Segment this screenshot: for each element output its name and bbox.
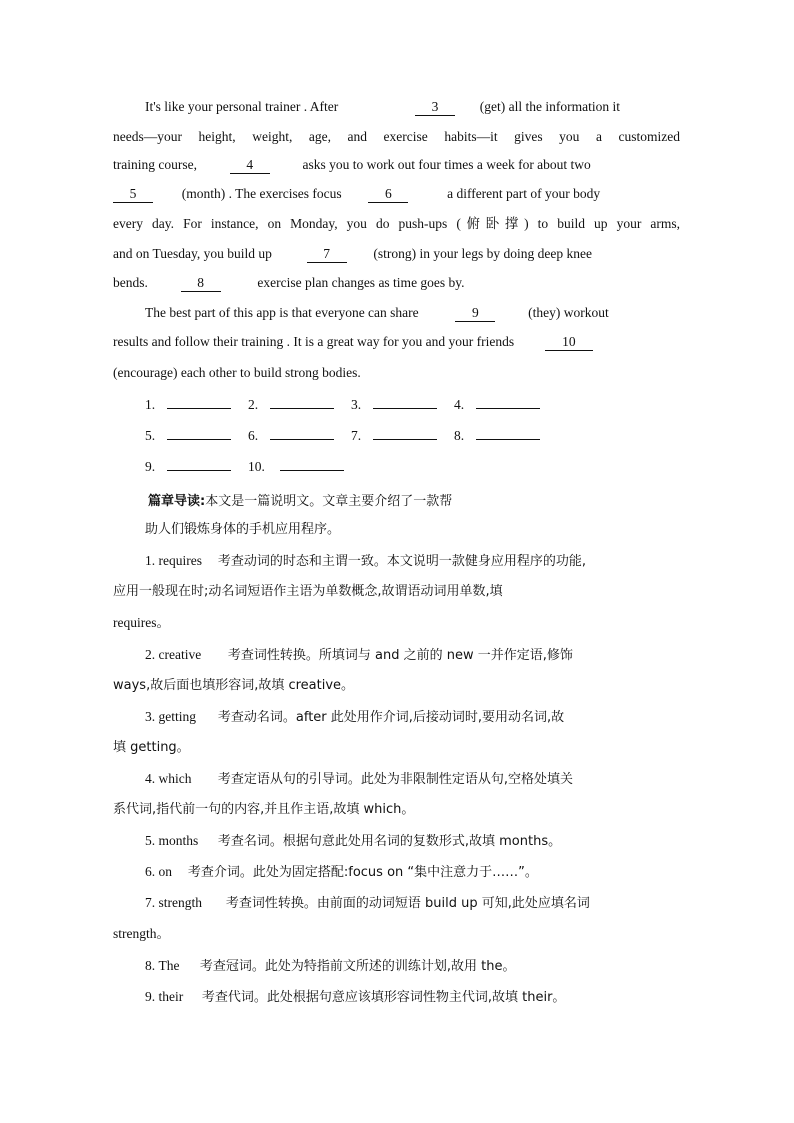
text: (get) all the information it (479, 99, 620, 114)
text: The best part of this app is that everyone can share (145, 305, 419, 320)
answer-2-cont: ways,故后面也填形容词,故填 creative。 (113, 678, 355, 693)
answer-row (145, 426, 712, 446)
answer-num: 3. (145, 709, 156, 724)
question-2[interactable] (248, 395, 351, 415)
passage-line (113, 332, 680, 352)
passage-line: every day. For instance, on Monday, you do push-ups (俯卧撑) to build up your arms, (113, 216, 680, 231)
passage-line (113, 184, 680, 204)
answer-1 (145, 551, 680, 572)
q-num: 4. (454, 397, 465, 412)
answer-explanation: 考查定语从句的引导词。此处为非限制性定语从句,空格处填关 (217, 772, 574, 787)
text: It's like your personal trainer . After (145, 99, 339, 114)
blank-8: 8 (181, 275, 221, 292)
answer-num: 1. (145, 553, 156, 568)
answer-word: getting (158, 709, 196, 724)
answer-row (145, 457, 712, 477)
text: results and follow their training . It is a great way for you and your friends (113, 334, 515, 349)
passage-line: needs—your height, weight, age, and exercise habits—it gives you a customized (113, 129, 680, 144)
question-4[interactable] (454, 395, 557, 415)
answer-explanation: 考查词性转换。由前面的动词短语 build up 可知,此处应填名词 (225, 896, 590, 911)
text: bends. (113, 275, 148, 290)
passage-line (145, 303, 680, 323)
answer-1-cont: 应用一般现在时;动名词短语作主语为单数概念,故谓语动词用单数,填 (113, 584, 503, 599)
blank-9: 9 (455, 305, 495, 322)
guide-label: 篇章导读: (148, 494, 206, 509)
question-3[interactable] (351, 395, 454, 415)
answer-3-cont: 填 getting。 (113, 740, 190, 755)
question-6[interactable] (248, 426, 351, 446)
blank-6: 6 (368, 186, 408, 203)
answer-num: 6. (145, 864, 156, 879)
q-num: 9. (145, 459, 156, 474)
passage-line (113, 155, 680, 175)
answer-explanation: 考查代词。此处根据句意应该填形容词性物主代词,故填 their。 (201, 990, 566, 1005)
answer-6 (145, 862, 680, 883)
q-num: 7. (351, 428, 362, 443)
question-7[interactable] (351, 426, 454, 446)
guide-line (148, 492, 715, 512)
question-5[interactable] (145, 426, 248, 446)
guide-text: 本文是一篇说明文。文章主要介绍了一款帮 (205, 494, 453, 509)
blank-4: 4 (230, 157, 270, 174)
text: exercise plan changes as time goes by. (257, 275, 465, 290)
answer-8 (145, 956, 680, 977)
guide-line: 助人们锻炼身体的手机应用程序。 (145, 522, 341, 537)
answer-1-cont: requires。 (113, 615, 170, 630)
q-num: 1. (145, 397, 156, 412)
answer-7-cont: strength。 (113, 926, 170, 941)
text: training course, (113, 157, 197, 172)
answer-word: requires (158, 553, 202, 568)
question-8[interactable] (454, 426, 557, 446)
answer-4 (145, 769, 680, 790)
answer-explanation: 考查动名词。after 此处用作介词,后接动词时,要用动名词,故 (217, 710, 565, 725)
answer-explanation: 考查词性转换。所填词与 and 之前的 new 一并作定语,修饰 (227, 648, 573, 663)
blank-5: 5 (113, 186, 153, 203)
answer-4-cont: 系代词,指代前一句的内容,并且作主语,故填 which。 (113, 802, 415, 817)
text: (they) workout (528, 305, 609, 320)
answer-num: 2. (145, 647, 156, 662)
text: (month) . The exercises focus (181, 186, 342, 201)
answer-word: months (158, 833, 199, 848)
answer-explanation: 考查名词。根据句意此处用名词的复数形式,故填 months。 (217, 834, 562, 849)
text: asks you to work out four times a week for about two (302, 157, 591, 172)
answer-explanation: 考查介词。此处为固定搭配:focus on “集中注意力于……”。 (187, 865, 538, 880)
answer-word: The (158, 958, 180, 973)
answer-num: 9. (145, 989, 156, 1004)
blank-3: 3 (415, 99, 455, 116)
answer-2 (145, 645, 680, 666)
answer-num: 8. (145, 958, 156, 973)
answer-row (145, 395, 712, 415)
q-num: 3. (351, 397, 362, 412)
answer-word: strength (158, 895, 202, 910)
answer-num: 4. (145, 771, 156, 786)
answer-explanation: 考查动词的时态和主谓一致。本文说明一款健身应用程序的功能, (217, 554, 587, 569)
q-num: 5. (145, 428, 156, 443)
q-num: 6. (248, 428, 259, 443)
answer-word: on (158, 864, 172, 879)
question-1[interactable] (145, 395, 248, 415)
passage-line (145, 97, 680, 117)
text: and on Tuesday, you build up (113, 246, 272, 261)
answer-word: their (158, 989, 184, 1004)
q-num: 2. (248, 397, 259, 412)
passage-line: (encourage) each other to build strong bodies. (113, 365, 361, 380)
question-9[interactable] (145, 457, 248, 477)
blank-7: 7 (307, 246, 347, 263)
q-num: 10. (248, 459, 265, 474)
answer-3 (145, 707, 680, 728)
text: (strong) in your legs by doing deep knee (373, 246, 592, 261)
answer-word: creative (158, 647, 202, 662)
question-10[interactable] (248, 457, 361, 477)
passage-line (113, 244, 680, 264)
answer-5 (145, 831, 680, 852)
text: a different part of your body (447, 186, 601, 201)
answer-7 (145, 893, 680, 914)
blank-10: 10 (545, 334, 593, 351)
answer-word: which (158, 771, 192, 786)
answer-num: 7. (145, 895, 156, 910)
passage-line (113, 273, 680, 293)
q-num: 8. (454, 428, 465, 443)
answer-num: 5. (145, 833, 156, 848)
answer-9 (145, 987, 680, 1008)
answer-explanation: 考查冠词。此处为特指前文所述的训练计划,故用 the。 (199, 959, 516, 974)
